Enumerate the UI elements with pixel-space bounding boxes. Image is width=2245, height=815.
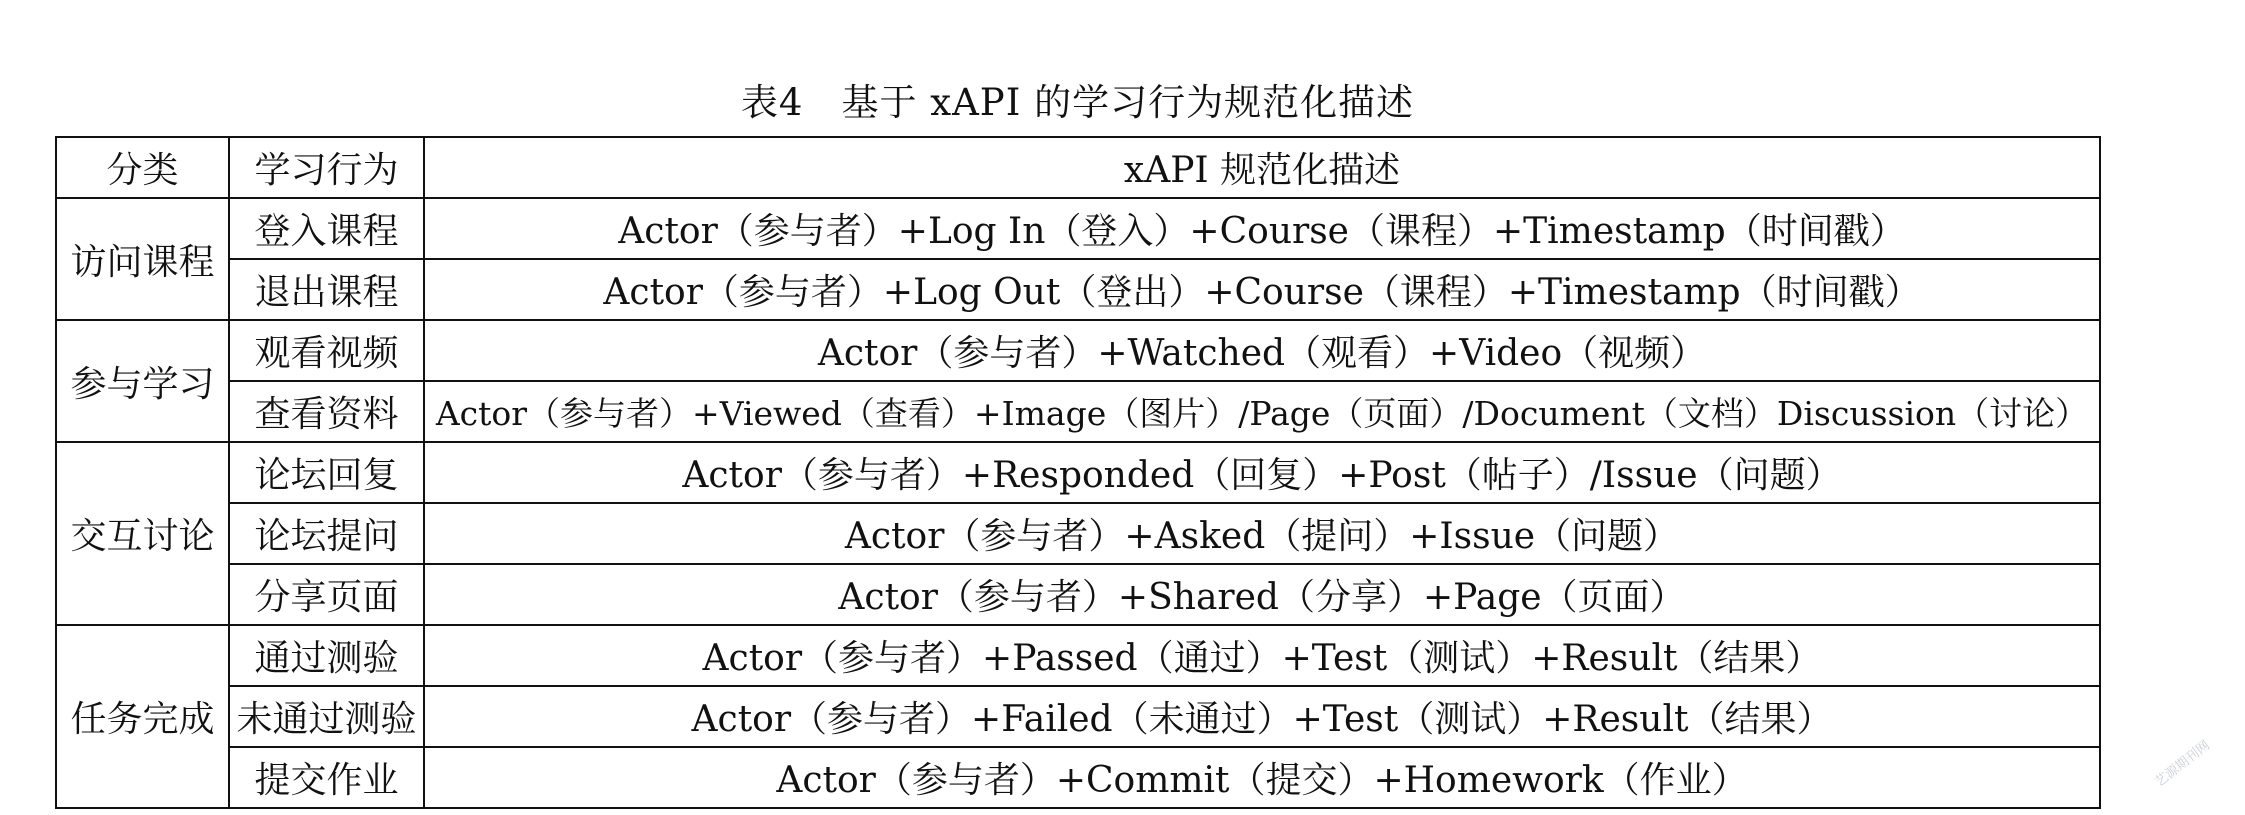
description-cell: Actor（参与者）+Shared（分享）+Page（页面） bbox=[424, 564, 2100, 625]
description-cell: Actor（参与者）+Asked（提问）+Issue（问题） bbox=[424, 503, 2100, 564]
table-row bbox=[56, 503, 2100, 564]
table-row bbox=[56, 564, 2100, 625]
description-cell: Actor（参与者）+Passed（通过）+Test（测试）+Result（结果） bbox=[424, 625, 2100, 686]
watermark: 艺源期刊网 bbox=[2152, 738, 2213, 790]
behavior-cell: 退出课程 bbox=[229, 259, 424, 320]
header-category: 分类 bbox=[56, 137, 229, 198]
table-row bbox=[56, 747, 2100, 808]
table-row bbox=[56, 259, 2100, 320]
behavior-cell: 分享页面 bbox=[229, 564, 424, 625]
category-cell: 访问课程 bbox=[56, 198, 229, 320]
header-behavior: 学习行为 bbox=[229, 137, 424, 198]
table-row bbox=[56, 442, 2100, 503]
behavior-cell: 论坛回复 bbox=[229, 442, 424, 503]
table-row bbox=[56, 320, 2100, 381]
description-cell: Actor（参与者）+Failed（未通过）+Test（测试）+Result（结果） bbox=[424, 686, 2100, 747]
category-cell: 交互讨论 bbox=[56, 442, 229, 625]
behavior-cell: 通过测验 bbox=[229, 625, 424, 686]
xapi-behavior-table bbox=[55, 136, 2101, 809]
category-cell: 任务完成 bbox=[56, 625, 229, 808]
table-row bbox=[56, 381, 2100, 442]
table-caption: 表4 基于 xAPI 的学习行为规范化描述 bbox=[740, 81, 1415, 124]
header-description: xAPI 规范化描述 bbox=[424, 137, 2100, 198]
description-cell: Actor（参与者）+Watched（观看）+Video（视频） bbox=[424, 320, 2100, 381]
description-cell: Actor（参与者）+Viewed（查看）+Image（图片）/Page（页面）/Document（文档）Discussion（讨论） bbox=[424, 381, 2100, 442]
description-cell: Actor（参与者）+Responded（回复）+Post（帖子）/Issue（问题） bbox=[424, 442, 2100, 503]
behavior-cell: 未通过测验 bbox=[229, 686, 424, 747]
behavior-cell: 提交作业 bbox=[229, 747, 424, 808]
table-row bbox=[56, 625, 2100, 686]
behavior-cell: 查看资料 bbox=[229, 381, 424, 442]
table-header-row bbox=[56, 137, 2100, 198]
description-cell: Actor（参与者）+Log Out（登出）+Course（课程）+Timestamp（时间戳） bbox=[424, 259, 2100, 320]
description-cell: Actor（参与者）+Commit（提交）+Homework（作业） bbox=[424, 747, 2100, 808]
table-row bbox=[56, 686, 2100, 747]
behavior-cell: 论坛提问 bbox=[229, 503, 424, 564]
table-row bbox=[56, 198, 2100, 259]
behavior-cell: 观看视频 bbox=[229, 320, 424, 381]
behavior-cell: 登入课程 bbox=[229, 198, 424, 259]
description-cell: Actor（参与者）+Log In（登入）+Course（课程）+Timestamp（时间戳） bbox=[424, 198, 2100, 259]
category-cell: 参与学习 bbox=[56, 320, 229, 442]
